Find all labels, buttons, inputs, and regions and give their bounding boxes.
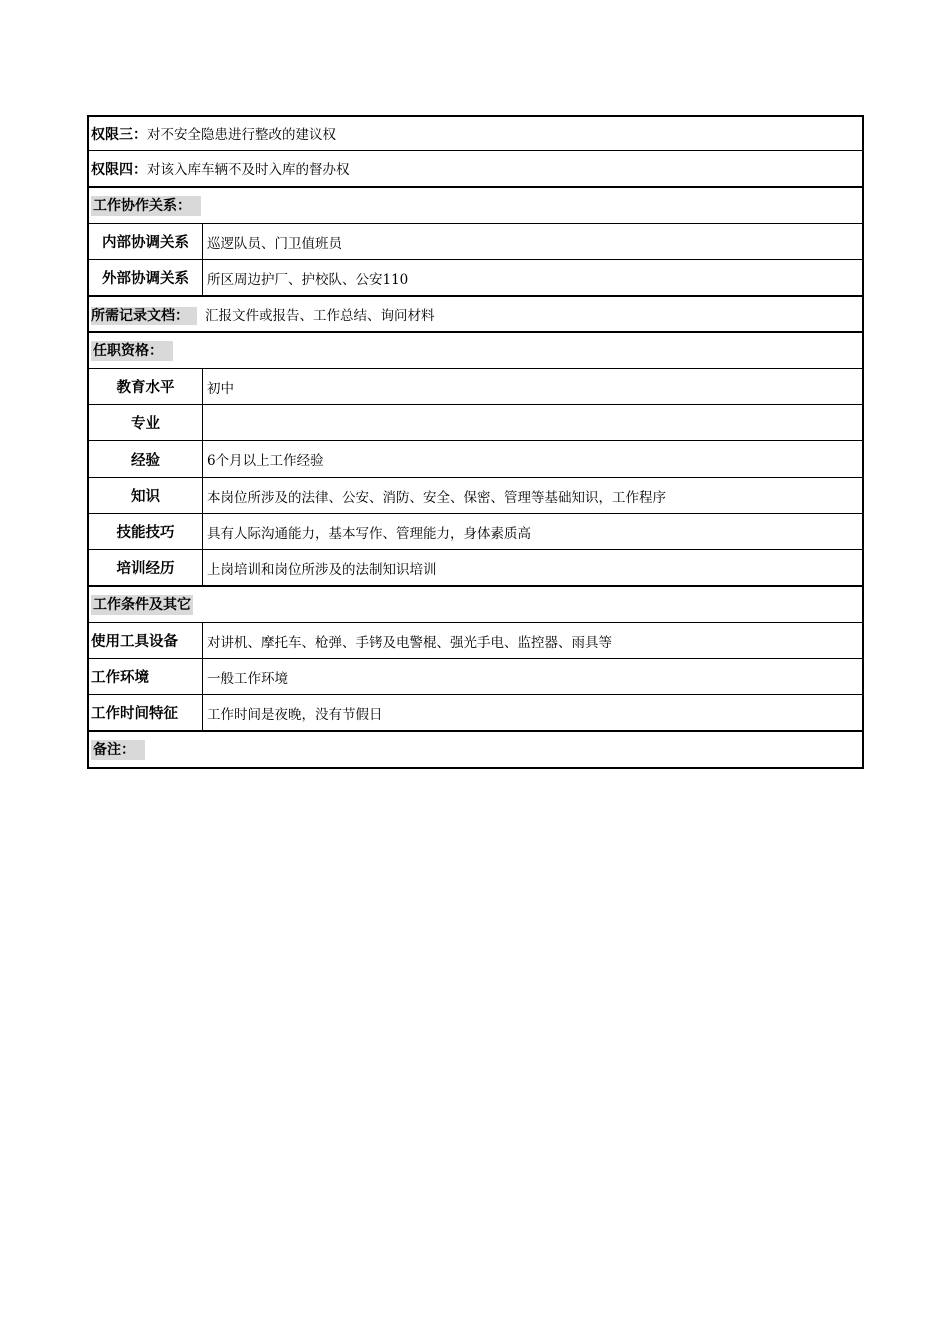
knowledge-value: 本岗位所涉及的法律、公安、消防、安全、保密、管理等基础知识，工作程序 [207,489,666,506]
authority-row-4 [87,151,864,188]
environment-value: 一般工作环境 [207,670,288,687]
tools-row [87,623,864,659]
environment-row [87,659,864,695]
skills-label: 技能技巧 [89,514,203,549]
conditions-heading: 工作条件及其它 [93,597,191,613]
major-row [87,405,864,441]
cooperation-heading: 工作协作关系： [91,196,201,216]
records-row [87,297,864,333]
external-coordination-value: 所区周边护厂、护校队、公安110 [207,271,409,288]
external-coordination-row [87,260,864,297]
training-value: 上岗培训和岗位所涉及的法制知识培训 [207,561,437,578]
remarks-row [87,732,864,769]
internal-coordination-row [87,224,864,260]
authority-4-label: 权限四： [91,162,147,178]
knowledge-label: 知识 [89,478,203,513]
tools-value: 对讲机、摩托车、枪弹、手铐及电警棍、强光手电、监控器、雨具等 [207,634,612,651]
hours-value: 工作时间是夜晚，没有节假日 [207,706,383,723]
skills-row [87,514,864,550]
hours-label: 工作时间特征 [89,695,203,730]
remarks-label: 备注： [91,740,145,760]
qualifications-heading-row [87,333,864,369]
records-value: 汇报文件或报告、工作总结、询问材料 [205,307,435,324]
authority-4-text: 对该入库车辆不及时入库的督办权 [147,162,350,178]
cooperation-heading-row [87,188,864,224]
qualifications-heading: 任职资格： [91,341,173,361]
authority-3-label: 权限三： [91,127,147,143]
knowledge-row [87,478,864,514]
experience-label: 经验 [89,441,203,477]
hours-row [87,695,864,732]
experience-row [87,441,864,478]
experience-value: 6个月以上工作经验 [207,453,324,469]
authority-3-text: 对不安全隐患进行整改的建议权 [147,127,336,143]
training-label: 培训经历 [89,550,203,585]
environment-label: 工作环境 [89,659,203,694]
job-description-table [87,115,864,769]
tools-label: 使用工具设备 [89,623,203,658]
conditions-heading-row [87,587,864,623]
major-label: 专业 [89,405,203,440]
authority-row-3 [87,115,864,151]
education-row [87,369,864,405]
external-coordination-label: 外部协调关系 [89,260,203,295]
training-row [87,550,864,587]
education-value: 初中 [207,380,234,397]
internal-coordination-value: 巡逻队员、门卫值班员 [207,235,342,252]
internal-coordination-label: 内部协调关系 [89,224,203,259]
education-label: 教育水平 [89,369,203,404]
records-label: 所需记录文档： [91,307,197,325]
skills-value: 具有人际沟通能力，基本写作、管理能力，身体素质高 [207,525,531,542]
